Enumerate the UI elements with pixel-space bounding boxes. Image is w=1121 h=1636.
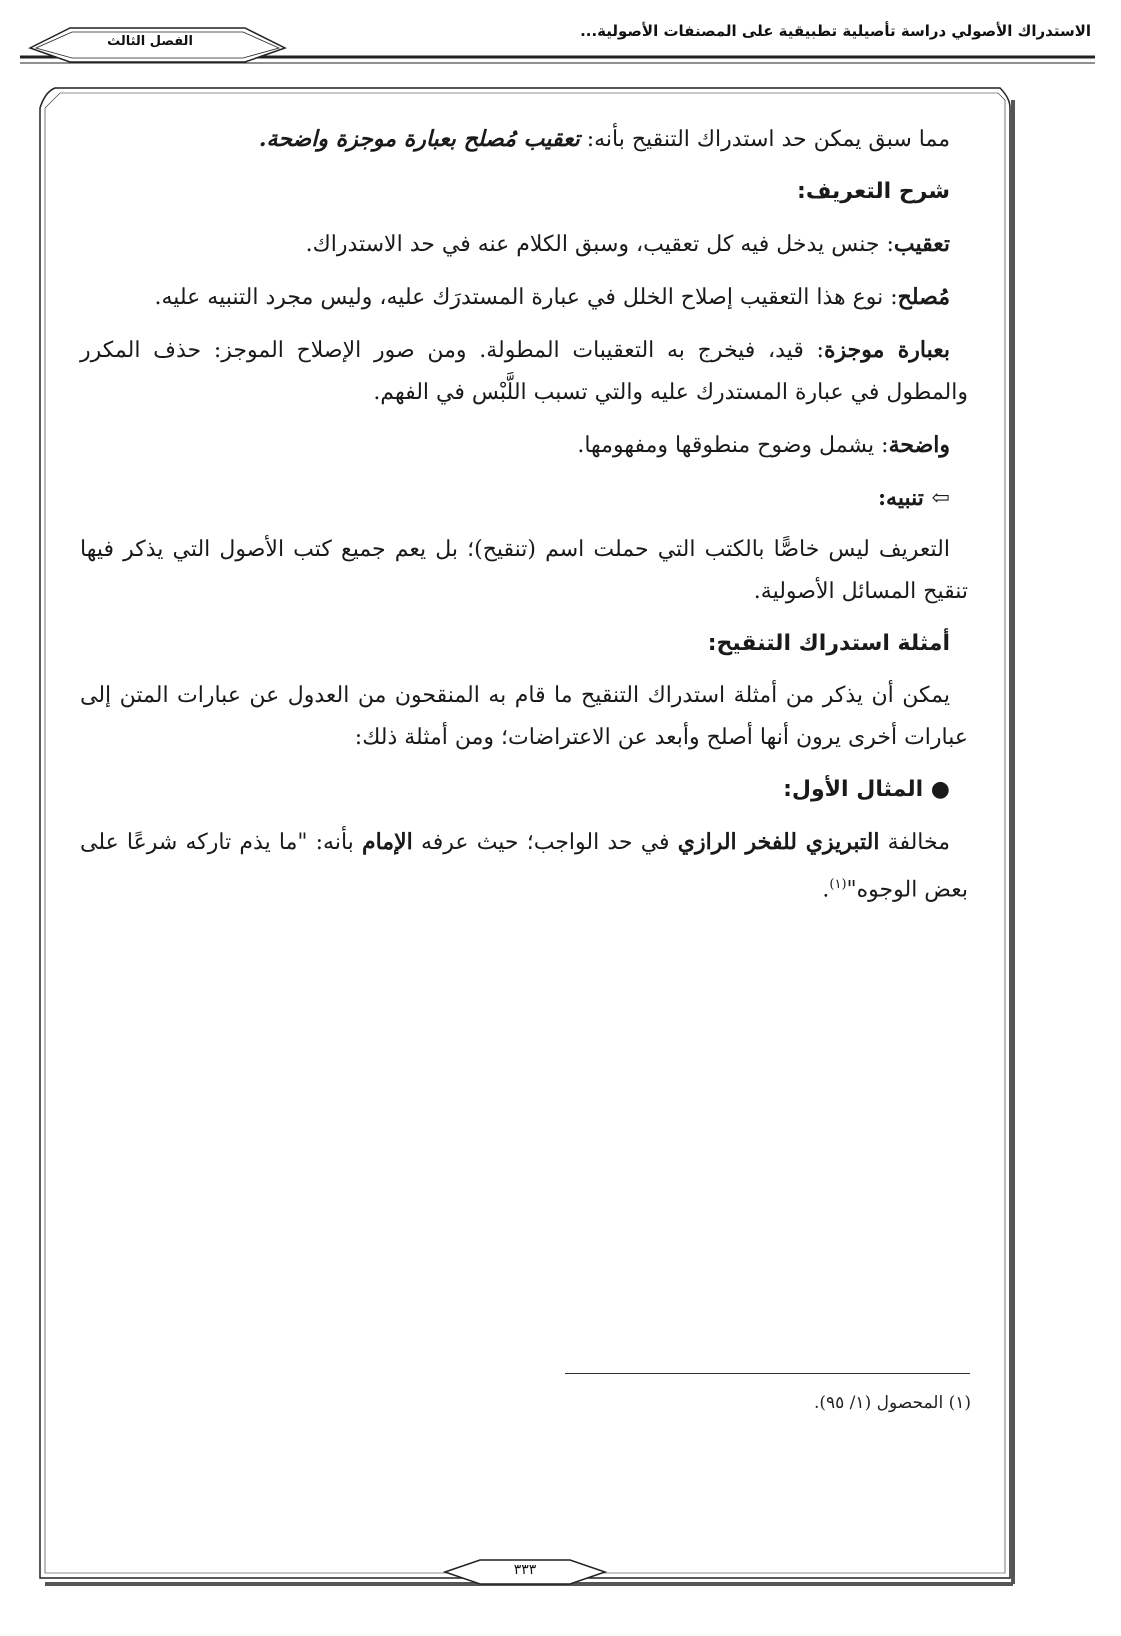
heading-examples: أمثلة استدراك التنقيح: [707,631,950,656]
running-header-title: الاستدراك الأصولي دراسة تأصيلية تطبيقية على المصنفات الأصولية... [580,22,1091,40]
heading-first-example: ● المثال الأول: [783,777,950,802]
chapter-tab-label: الفصل الثالث [107,34,193,49]
paragraph-examples-intro: يمكن أن يذكر من أمثلة استدراك التنقيح ما قام به المنقحون من العدول عن عبارات المتن إلى عبارات أخرى يرون أنها أصلح وأبعد عن الاعتراضات؛ ومن أمثلة ذلك: [80,683,968,750]
definition-phrase: تعقيب مُصلح بعبارة موجزة واضحة. [258,126,580,152]
paragraph-term-muslih [80,276,968,319]
paragraph-term-clear [80,424,968,467]
heading-note: ⇦ تنبيه: [877,485,950,511]
footnote-separator [565,1373,970,1374]
example-text: في حد الواجب؛ حيث عرفه [412,830,678,855]
page-body [80,118,968,921]
scholar-names: التبريزي للفخر الرازي [677,829,880,855]
term-text: : نوع هذا التعقيب إصلاح الخلل في عبارة المستدرَك عليه، وليس مجرد التنبيه عليه. [154,285,898,310]
footnote-ref: (١) [829,877,847,892]
paragraph-definition [80,118,968,161]
paragraph-term-taqib [80,223,968,266]
definition-intro: مما سبق يمكن حد استدراك التنقيح بأنه: [579,127,950,152]
term-text: : قيد، فيخرج به التعقيبات المطولة. ومن صور الإصلاح الموجز: حذف المكرر والمطول في عبارة المستدرك عليه والتي تسبب اللَّبْس في الفهم. [80,338,968,405]
page-number: ٣٣٣ [513,1562,537,1578]
term-label: مُصلح [897,284,950,310]
term-text: : يشمل وضوح منطوقها ومفهومها. [577,433,889,458]
heading-explanation: شرح التعريف: [797,179,950,204]
term-label: تعقيب [893,231,950,257]
example-quote: بأنه: "ما يذم تاركه شرعًا على بعض الوجوه" [80,830,968,903]
footnote: (١) المحصول (١/ ٩٥). [813,1393,971,1413]
paragraph-term-concise [80,329,968,414]
example-text: . [822,877,830,903]
term-text: : جنس يدخل فيه كل تعقيب، وسبق الكلام عنه في حد الاستدراك. [305,232,894,257]
paragraph-first-example [80,821,968,911]
scholar-title: الإمام [361,829,413,855]
term-label: بعبارة موجزة [823,337,950,363]
example-text: مخالفة [879,830,950,855]
paragraph-note: التعريف ليس خاصًّا بالكتب التي حملت اسم (تنقيح)؛ بل يعم جميع كتب الأصول التي يذكر فيها تنقيح المسائل الأصولية. [80,537,968,604]
term-label: واضحة [888,432,950,458]
